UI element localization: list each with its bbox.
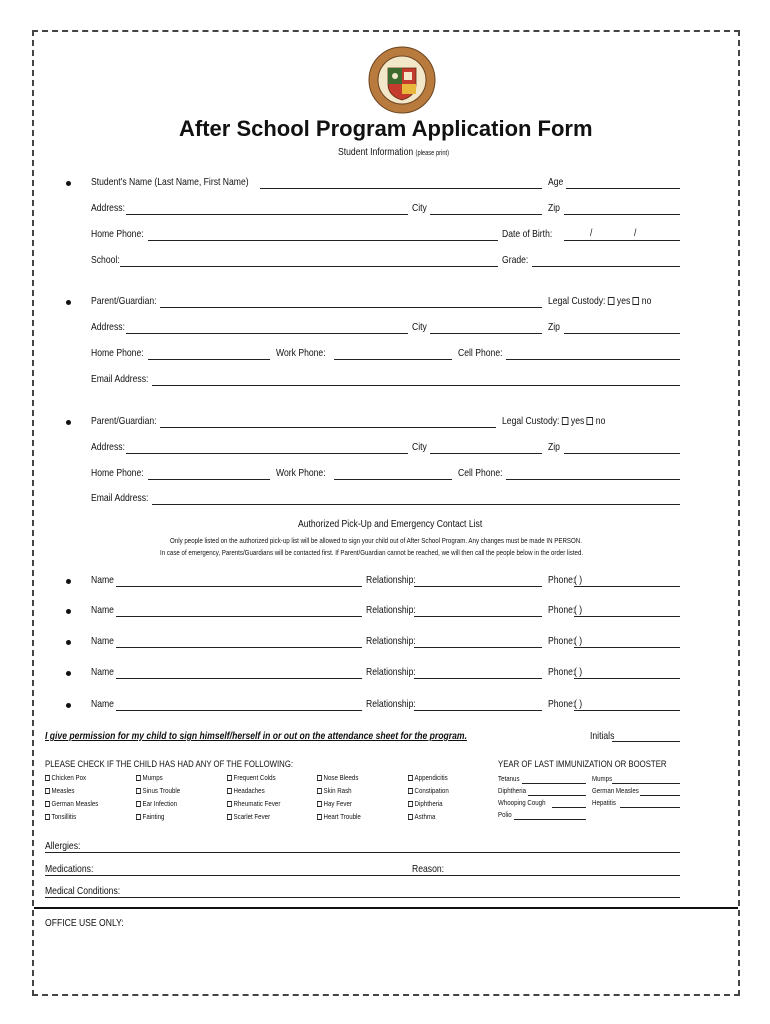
medical-conditions-label: Medical Conditions:: [45, 885, 121, 897]
illness-item: [408, 786, 449, 795]
student-info-heading: Student Information (please print): [338, 146, 450, 158]
contact-relationship-label: Relationship:: [366, 666, 416, 678]
student-zip-label: Zip: [548, 202, 560, 214]
illness-checkbox[interactable]: [136, 788, 141, 794]
student-name-label: Student's Name (Last Name, First Name): [91, 176, 249, 188]
medications-label: Medications:: [45, 863, 94, 875]
dob-label: Date of Birth:: [502, 228, 553, 240]
guardian2-zip-field[interactable]: [564, 453, 680, 454]
age-field[interactable]: [566, 188, 680, 189]
student-name-field[interactable]: [260, 188, 542, 189]
contact-phone-field[interactable]: [574, 710, 680, 711]
immunization-heading: YEAR OF LAST IMMUNIZATION OR BOOSTER: [498, 759, 667, 770]
pickup-note-2: In case of emergency, Parents/Guardians will be contacted first. If Parent/Guardian cannot be reached, we will then call the people below in the order listed.: [160, 548, 584, 557]
contact-name-field[interactable]: [116, 647, 362, 648]
student-home-phone-label: Home Phone:: [91, 228, 144, 240]
student-city-label: City: [412, 202, 427, 214]
illness-label: Skin Rash: [323, 786, 352, 795]
illness-item: [408, 812, 435, 821]
guardian1-address-field[interactable]: [126, 333, 408, 334]
illness-label: Rheumatic Fever: [233, 799, 281, 808]
dob-separator: /: [590, 227, 593, 239]
illness-checkbox[interactable]: [227, 775, 232, 781]
illness-item: [227, 799, 280, 808]
contact-name-field[interactable]: [116, 710, 362, 711]
student-home-phone-field[interactable]: [148, 240, 498, 241]
contact-relationship-field[interactable]: [414, 647, 542, 648]
illness-checkbox[interactable]: [136, 775, 141, 781]
illness-checkbox[interactable]: [408, 775, 413, 781]
contact-phone-label: Phone:: [548, 635, 576, 647]
contact-relationship-label: Relationship:: [366, 635, 416, 647]
contact-phone-parens: ( ): [574, 604, 583, 616]
guardian1-custody: Legal Custody: yes no: [548, 295, 652, 307]
hepatitis-label: Hepatitis: [592, 798, 616, 807]
illness-label: Fainting: [142, 812, 165, 821]
student-city-field[interactable]: [430, 214, 542, 215]
guardian2-cell-phone-field[interactable]: [506, 479, 680, 480]
guardian2-city-field[interactable]: [430, 453, 542, 454]
illness-item: [317, 799, 352, 808]
illness-label: Sinus Trouble: [142, 786, 181, 795]
guardian2-address-field[interactable]: [126, 453, 408, 454]
guardian2-name-field[interactable]: [160, 427, 496, 428]
medical-conditions-field[interactable]: [45, 897, 680, 898]
illness-label: Diphtheria: [414, 799, 443, 808]
illness-checkbox[interactable]: [408, 801, 413, 807]
guardian1-label: Parent/Guardian:: [91, 295, 157, 307]
tetanus-field[interactable]: [522, 783, 586, 784]
illness-heading: PLEASE CHECK IF THE CHILD HAS HAD ANY OF THE FOLLOWING:: [45, 759, 294, 770]
custody-yes-checkbox[interactable]: [562, 417, 569, 425]
allergies-label: Allergies:: [45, 840, 81, 852]
illness-label: Headaches: [233, 786, 265, 795]
german-measles-imm-field[interactable]: [640, 795, 680, 796]
contact-phone-field[interactable]: [574, 647, 680, 648]
allergies-field[interactable]: [45, 852, 680, 853]
contact-relationship-label: Relationship:: [366, 574, 416, 586]
guardian2-zip-label: Zip: [548, 441, 560, 453]
dob-field[interactable]: [564, 240, 680, 241]
illness-checkbox[interactable]: [317, 775, 322, 781]
guardian2-address-label: Address:: [91, 441, 125, 453]
guardian1-zip-field[interactable]: [564, 333, 680, 334]
student-zip-field[interactable]: [564, 214, 680, 215]
contact-phone-label: Phone:: [548, 666, 576, 678]
grade-field[interactable]: [532, 266, 680, 267]
guardian2-label: Parent/Guardian:: [91, 415, 157, 427]
contact-phone-field[interactable]: [574, 616, 680, 617]
illness-label: Tonsillitis: [51, 812, 77, 821]
contact-phone-parens: ( ): [574, 698, 583, 710]
contact-name-label: Name: [91, 635, 114, 647]
illness-label: German Measles: [51, 799, 99, 808]
guardian1-address-label: Address:: [91, 321, 125, 333]
contact-name-label: Name: [91, 698, 114, 710]
mumps-imm-label: Mumps: [592, 774, 613, 783]
diphtheria-imm-field[interactable]: [528, 795, 586, 796]
illness-label: Mumps: [142, 773, 163, 782]
illness-label: Scarlet Fever: [233, 812, 271, 821]
custody-yes-checkbox[interactable]: [608, 297, 615, 305]
contact-phone-parens: ( ): [574, 635, 583, 647]
illness-item: [227, 786, 265, 795]
contact-name-field[interactable]: [116, 586, 362, 587]
guardian2-cell-phone-label: Cell Phone:: [458, 467, 503, 479]
bullet: [66, 671, 71, 676]
bullet: [66, 640, 71, 645]
bullet: [66, 300, 71, 305]
initials-field[interactable]: [612, 741, 680, 742]
guardian1-cell-phone-field[interactable]: [506, 359, 680, 360]
illness-checkbox[interactable]: [227, 788, 232, 794]
guardian1-email-field[interactable]: [152, 385, 680, 386]
illness-label: Ear Infection: [142, 799, 178, 808]
illness-label: Hay Fever: [323, 799, 352, 808]
illness-checkbox[interactable]: [136, 801, 141, 807]
illness-checkbox[interactable]: [227, 801, 232, 807]
diphtheria-imm-label: Diphtheria: [498, 786, 527, 795]
illness-item: [136, 786, 180, 795]
guardian1-work-phone-field[interactable]: [334, 359, 452, 360]
illness-checkbox[interactable]: [317, 788, 322, 794]
contact-name-field[interactable]: [116, 616, 362, 617]
bullet: [66, 703, 71, 708]
guardian1-cell-phone-label: Cell Phone:: [458, 347, 503, 359]
contact-relationship-field[interactable]: [414, 616, 542, 617]
contact-phone-label: Phone:: [548, 604, 576, 616]
custody-no-checkbox[interactable]: [633, 297, 640, 305]
bullet: [66, 609, 71, 614]
polio-label: Polio: [498, 810, 512, 819]
guardian2-work-phone-label: Work Phone:: [276, 467, 326, 479]
contact-phone-parens: ( ): [574, 666, 583, 678]
illness-label: Measles: [51, 786, 75, 795]
illness-label: Heart Trouble: [323, 812, 361, 821]
illness-item: [136, 799, 177, 808]
contact-name-label: Name: [91, 574, 114, 586]
illness-item: [408, 773, 448, 782]
contact-name-field[interactable]: [116, 678, 362, 679]
illness-checkbox[interactable]: [136, 814, 141, 820]
illness-item: [317, 786, 352, 795]
guardian2-email-field[interactable]: [152, 504, 680, 505]
whooping-field[interactable]: [552, 807, 586, 808]
contact-phone-parens: ( ): [574, 574, 583, 586]
guardian1-work-phone-label: Work Phone:: [276, 347, 326, 359]
illness-checkbox[interactable]: [45, 775, 50, 781]
guardian2-home-phone-field[interactable]: [148, 479, 270, 480]
illness-checkbox[interactable]: [45, 788, 50, 794]
school-label: School:: [91, 254, 120, 266]
hepatitis-field[interactable]: [620, 807, 680, 808]
illness-checkbox[interactable]: [408, 814, 413, 820]
illness-item: [45, 773, 86, 782]
illness-item: [45, 799, 98, 808]
illness-checkbox[interactable]: [408, 788, 413, 794]
contact-name-label: Name: [91, 604, 114, 616]
illness-label: Frequent Colds: [233, 773, 276, 782]
pickup-note-1: Only people listed on the authorized pick-up list will be allowed to sign your child out of After School Program. Any changes must be made IN PERSON.: [170, 536, 582, 545]
pickup-heading: Authorized Pick-Up and Emergency Contact List: [298, 518, 483, 530]
contact-relationship-label: Relationship:: [366, 604, 416, 616]
guardian1-home-phone-field[interactable]: [148, 359, 270, 360]
illness-label: Asthma: [414, 812, 436, 821]
guardian2-custody: Legal Custody: yes no: [502, 415, 606, 427]
illness-item: [317, 773, 358, 782]
initials-label: Initials: [590, 730, 615, 742]
guardian2-home-phone-label: Home Phone:: [91, 467, 144, 479]
permission-statement: I give permission for my child to sign himself/herself in or out on the attendance sheet for the program.: [45, 730, 467, 742]
grade-label: Grade:: [502, 254, 529, 266]
office-divider: [34, 907, 738, 909]
illness-label: Nose Bleeds: [323, 773, 359, 782]
illness-label: Chicken Pox: [51, 773, 87, 782]
illness-label: Appendicitis: [414, 773, 448, 782]
illness-checkbox[interactable]: [227, 814, 232, 820]
reason-label: Reason:: [412, 863, 445, 875]
illness-item: [227, 773, 276, 782]
student-address-field[interactable]: [126, 214, 408, 215]
bullet: [66, 579, 71, 584]
bullet: [66, 181, 71, 186]
dob-separator: /: [634, 227, 637, 239]
city-seal-logo: [368, 46, 436, 114]
contact-phone-field[interactable]: [574, 678, 680, 679]
guardian1-city-label: City: [412, 321, 427, 333]
contact-relationship-field[interactable]: [414, 678, 542, 679]
illness-checkbox[interactable]: [317, 801, 322, 807]
form-title: After School Program Application Form: [179, 116, 593, 141]
illness-item: [317, 812, 361, 821]
guardian2-city-label: City: [412, 441, 427, 453]
contact-relationship-label: Relationship:: [366, 698, 416, 710]
guardian1-email-label: Email Address:: [91, 373, 149, 385]
guardian1-name-field[interactable]: [160, 307, 542, 308]
contact-relationship-field[interactable]: [414, 710, 542, 711]
illness-checkbox[interactable]: [45, 814, 50, 820]
illness-label: Constipation: [414, 786, 449, 795]
whooping-label: Whooping Cough: [498, 798, 546, 807]
mumps-imm-field[interactable]: [612, 783, 680, 784]
student-address-label: Address:: [91, 202, 125, 214]
bullet: [66, 420, 71, 425]
school-field[interactable]: [120, 266, 498, 267]
german-measles-imm-label: German Measles: [592, 786, 639, 795]
contact-phone-field[interactable]: [574, 586, 680, 587]
illness-item: [136, 812, 164, 821]
illness-item: [45, 812, 76, 821]
contact-relationship-field[interactable]: [414, 586, 542, 587]
guardian1-home-phone-label: Home Phone:: [91, 347, 144, 359]
age-label: Age: [548, 176, 564, 188]
illness-checkbox[interactable]: [317, 814, 322, 820]
medications-field[interactable]: [45, 875, 680, 876]
guardian2-work-phone-field[interactable]: [334, 479, 452, 480]
office-use-label: OFFICE USE ONLY:: [45, 917, 124, 929]
contact-name-label: Name: [91, 666, 114, 678]
illness-item: [136, 773, 163, 782]
illness-item: [45, 786, 74, 795]
contact-phone-label: Phone:: [548, 574, 576, 586]
contact-phone-label: Phone:: [548, 698, 576, 710]
polio-field[interactable]: [514, 819, 586, 820]
illness-checkbox[interactable]: [45, 801, 50, 807]
illness-item: [408, 799, 443, 808]
illness-item: [227, 812, 270, 821]
tetanus-label: Tetanus: [498, 774, 520, 783]
custody-no-checkbox[interactable]: [587, 417, 594, 425]
guardian1-city-field[interactable]: [430, 333, 542, 334]
guardian1-zip-label: Zip: [548, 321, 560, 333]
guardian2-email-label: Email Address:: [91, 492, 149, 504]
